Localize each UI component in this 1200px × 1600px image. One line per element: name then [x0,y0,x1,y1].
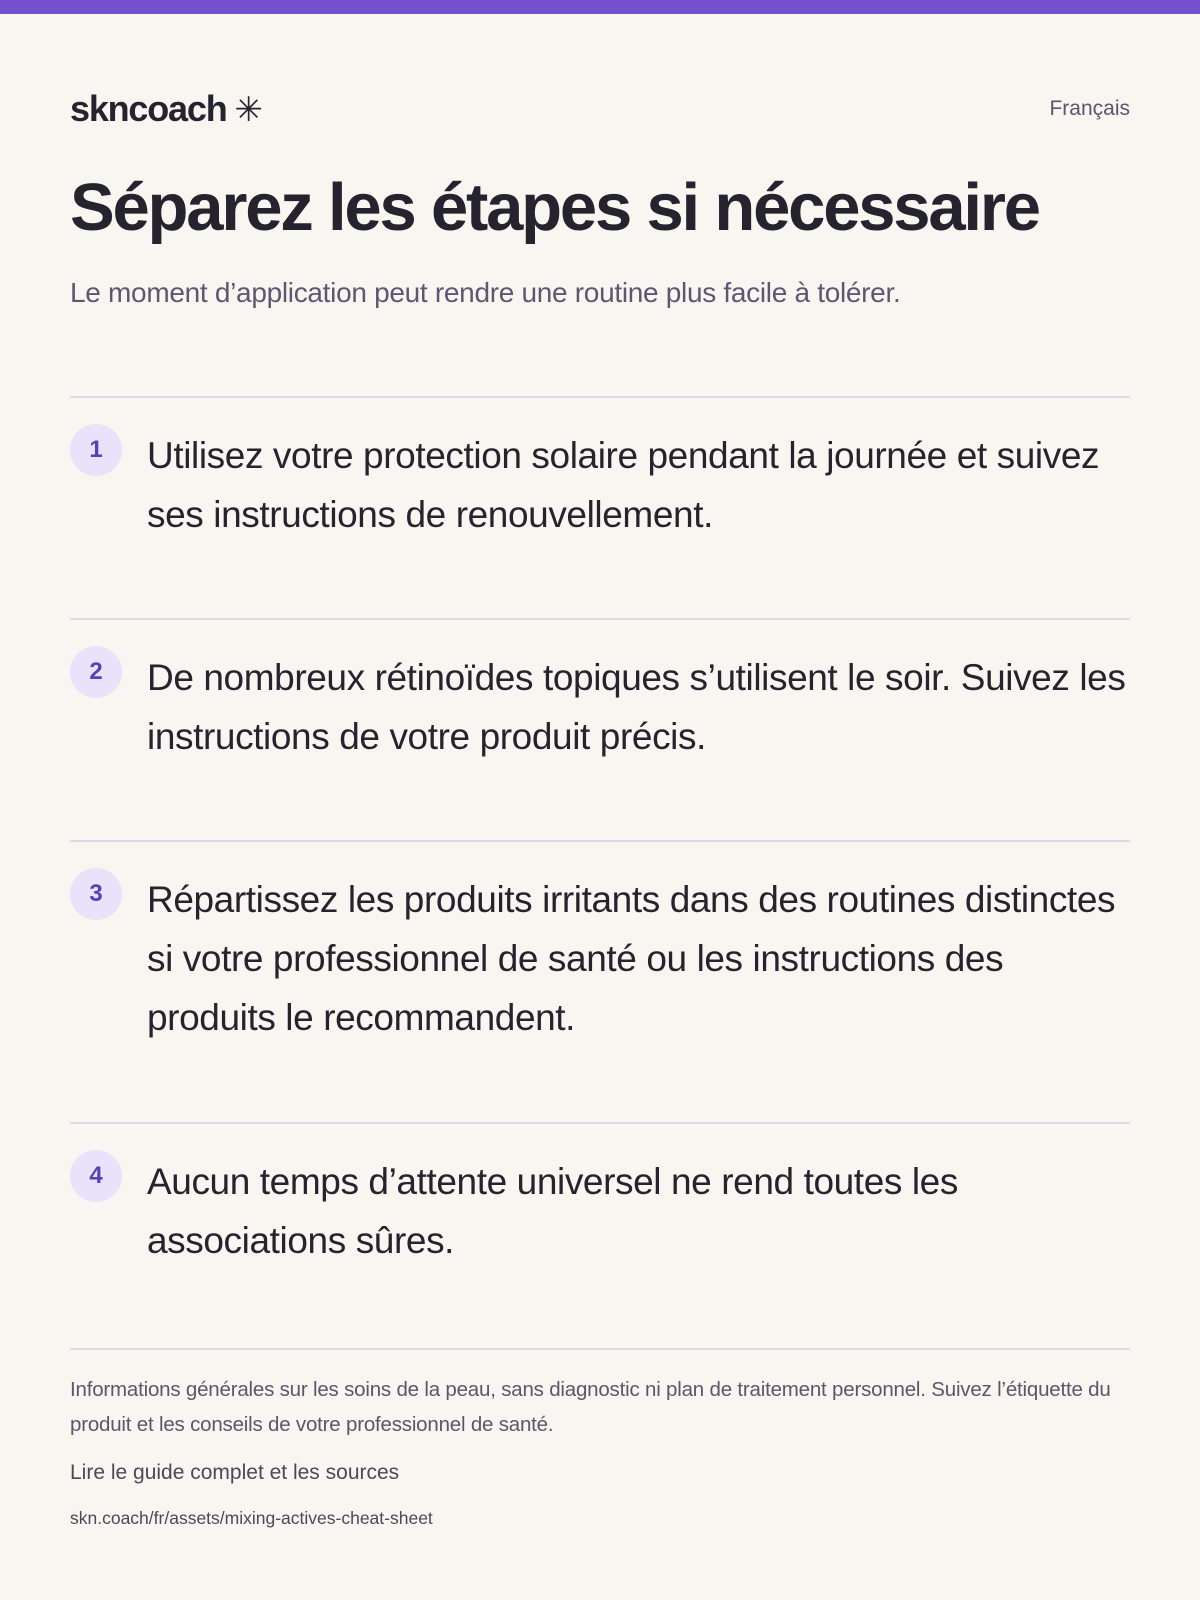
step-text: Répartissez les produits irritants dans des routines distinctes si votre professionnel de santé ou les instructions des produits le recommandent. [147,879,1116,1038]
step-number-badge: 1 [70,424,122,476]
header [70,84,1130,134]
step-number-badge: 2 [70,646,122,698]
full-guide-link[interactable]: Lire le guide complet et les sources [70,1461,400,1484]
page-title: Séparez les étapes si nécessaire [70,170,1039,245]
disclaimer-text: Informations générales sur les soins de la peau, sans diagnostic ni plan de traitement personnel. Suivez l’étiquette du produit et les conseils de votre professionnel de santé. [70,1378,1111,1436]
step-item [70,1122,1130,1344]
language-selector[interactable]: Français [1049,97,1130,120]
step-number-badge: 3 [70,868,122,920]
step-text: Utilisez votre protection solaire pendant la journée et suivez ses instructions de renouvellement. [147,435,1100,535]
brand-logo[interactable] [70,84,263,135]
source-url: skn.coach/fr/assets/mixing-actives-cheat-sheet [70,1508,433,1528]
step-text: Aucun temps d’attente universel ne rend toutes les associations sûres. [147,1161,958,1261]
footer [70,1348,1130,1528]
page-subtitle: Le moment d’application peut rendre une routine plus facile à tolérer. [70,277,901,308]
step-item [70,840,1130,1118]
asterisk-icon: ✳ [234,91,263,129]
step-item [70,618,1130,836]
step-text: De nombreux rétinoïdes topiques s’utilisent le soir. Suivez les instructions de votre produit précis. [147,657,1126,757]
top-accent-bar [0,0,1200,14]
step-item [70,396,1130,614]
step-number-badge: 4 [70,1150,122,1202]
brand-name: skncoach [70,88,227,129]
